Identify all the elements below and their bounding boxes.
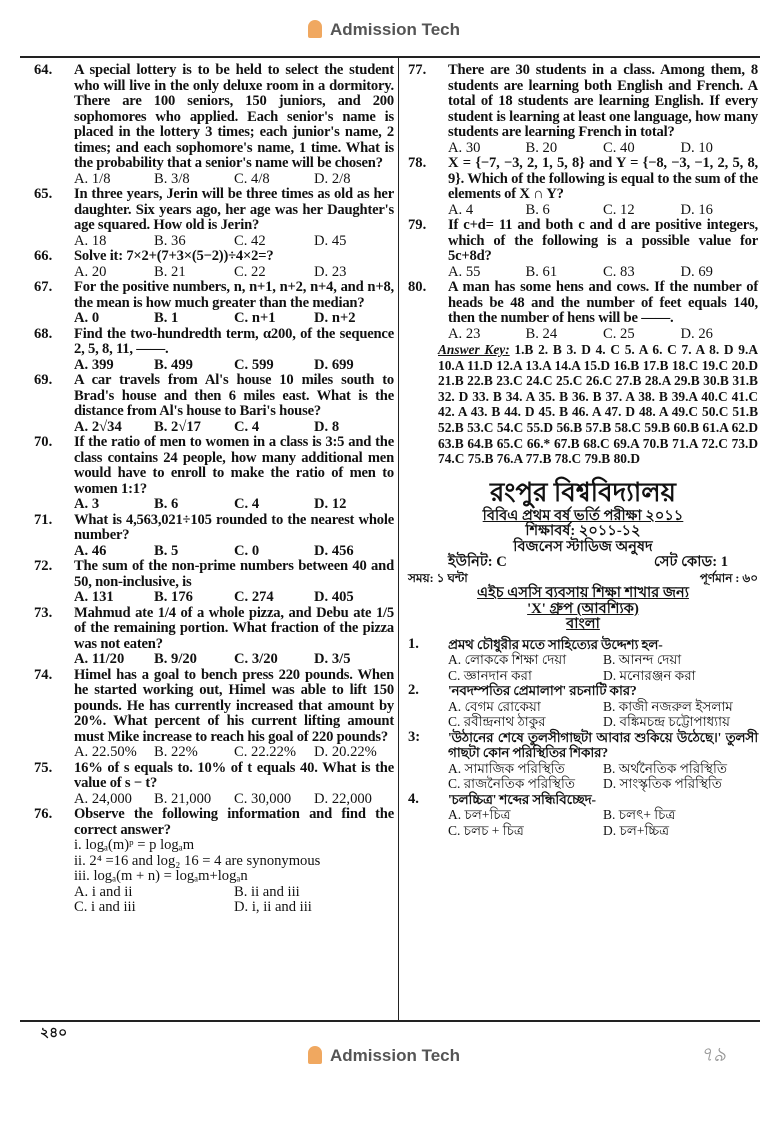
option: D. 456 [314, 542, 354, 559]
options [74, 590, 394, 606]
option: C. জ্ঞানদান করা [448, 667, 532, 683]
option: D. 23 [314, 263, 347, 280]
question-number: 64. [34, 62, 53, 78]
question [34, 606, 394, 668]
options [74, 358, 394, 374]
options [74, 497, 394, 513]
option: C. 22 [234, 263, 266, 280]
time: সময়: ১ ঘন্টা [408, 570, 468, 585]
question-body [448, 637, 758, 684]
option: A. 22.50% [74, 744, 137, 760]
left-column [34, 63, 394, 916]
question-text: What is 4,563,021÷105 rounded to the nearest whole number? [74, 511, 394, 543]
question-text: Mahmud ate 1/4 of a whole pizza, and Debu ate 1/5 of the remaining portion. What fraction of the pizza was not eaten? [74, 604, 394, 652]
question-text: The sum of the non-prime numbers between 40 and 50, non-inclusive, is [74, 558, 394, 590]
unit: ইউনিট: C [448, 554, 507, 571]
option: C. 25 [603, 325, 635, 342]
question [408, 730, 758, 792]
option: D. n+2 [314, 310, 356, 326]
option: B. 3/8 [154, 170, 190, 187]
option: A. 4 [448, 201, 474, 218]
option: B. আনন্দ দেয়া [603, 652, 682, 668]
question-text: 'নবদম্পতির প্রেমালাপ' রচনাটি কার? [448, 683, 637, 699]
question-body [74, 513, 394, 560]
option: D. 20.22% [314, 744, 377, 760]
option: B. ii and iii [234, 883, 300, 900]
question-number: 79. [408, 217, 427, 233]
question [34, 249, 394, 280]
option: D. সাংস্কৃতিক পরিস্থিতি [603, 776, 722, 792]
question-text: If the ratio of men to women in a class is 3:5 and the class contains 24 people, how many additional men would have to enroll to make the ratio of men to women 1:1? [74, 434, 394, 497]
option: C. চলচ + চিত্র [448, 822, 524, 838]
option: D. i, ii and iii [234, 899, 312, 915]
question-number: 76. [34, 806, 53, 822]
question-number: 66. [34, 248, 53, 264]
answer-key [438, 342, 758, 467]
brand-footer [0, 1046, 768, 1066]
question-body [74, 761, 394, 808]
answer-key-label: Answer Key: [438, 342, 510, 357]
option: A. 23 [448, 325, 481, 342]
question-body [74, 280, 394, 327]
right-column [408, 63, 758, 838]
option: D. 8 [314, 418, 340, 435]
option: D. 16 [680, 201, 713, 218]
question-text: A man has some hens and cows. If the number of heads be 48 and the number of feet equals 140, then the number of hens will be ——. [448, 279, 758, 326]
group: 'X' গ্রুপ (আবশ্যিক) [527, 600, 639, 617]
session: শিক্ষাবর্ষ: ২০১১-১২ [525, 523, 641, 540]
question-body [74, 373, 394, 435]
option: D. 12 [314, 496, 347, 512]
question-text: 16% of s equals to. 10% of t equals 40. What is the value of s − t? [74, 759, 394, 791]
option: C. 4 [234, 496, 260, 512]
option: D. 22,000 [314, 790, 372, 807]
question [34, 435, 394, 513]
option: C. n+1 [234, 310, 276, 326]
full-marks: পূর্ণমান : ৬০ [699, 570, 758, 585]
options [74, 311, 394, 327]
question-number: 2. [408, 682, 419, 699]
question-number: 67. [34, 279, 53, 295]
option: A. i and ii [74, 883, 133, 900]
question-body [74, 807, 394, 916]
question [34, 327, 394, 374]
answer-key-text: 1.B 2. B 3. D 4. C 5. A 6. C 7. A 8. D 9.A 10.A 11.D 12.A 13.A 14.A 15.D 16.B 17.B 18.C 19.C 20.D 21.B 22.B 23.C 24.C 25.C 26.C 27.B 28.A 29.B 30.B 31.B 32. D 33. B 34. A 35. B 36. B 37. A 38. B 39.A 40.C 41.C 42. A 43. B 44. D 45. B 46. A 47. D 48. A 49.C 50.C 51.B 52.B 53.C 54.C 55.D 56.B 57.B 58.C 59.B 60.B 61.A 62.D 63.B 64.B 65.C 66.* 67.B 68.C 69.A 70.B 71.A 72.C 73.D 74.C 75.B 76.A 77.B 78.C 79.B 80.D [438, 342, 758, 467]
question-number: 3: [408, 728, 421, 745]
options [448, 807, 758, 838]
option: A. 55 [448, 263, 481, 280]
question-number: 72. [34, 558, 53, 574]
option: C. 42 [234, 232, 266, 249]
question [408, 218, 758, 280]
question-body [74, 668, 394, 761]
options [74, 885, 394, 916]
question-body [448, 156, 758, 218]
statement: ii. 2⁴ =16 and log₂ 16 = 4 are synonymous [74, 852, 321, 869]
options [74, 544, 394, 560]
option: C. 40 [603, 139, 635, 156]
options [448, 761, 758, 792]
option: B. 499 [154, 356, 193, 373]
option: A. 2√34 [74, 418, 122, 435]
brand-name: Admission Tech [329, 20, 461, 39]
question-number: 73. [34, 604, 53, 621]
options [448, 141, 758, 157]
option: C. 12 [603, 201, 635, 218]
statement: iii. logₐ(m + n) = logₐm+logₐn [74, 868, 248, 884]
option: A. 131 [74, 589, 114, 605]
option: C. 30,000 [234, 790, 292, 807]
option: B. 36 [154, 232, 186, 249]
option: A. 11/20 [74, 651, 125, 667]
option: A. 30 [448, 139, 481, 156]
question-body [448, 683, 758, 730]
question-text: For the positive numbers, n, n+1, n+2, n+4, and n+8, the mean is how much greater than the median? [74, 279, 394, 311]
question-body [448, 730, 758, 792]
question-text: A special lottery is to be held to select the student who will live in the only deluxe room in a dormitory. There are 100 seniors, 150 juniors, and 200 sophomores who applied. Each senior's name is placed in the lottery 3 times; each junior's name, 2 times; and each sophomore's name, 1 time. What is the probability that a senior's name will be chosen? [74, 62, 394, 171]
question-body [448, 63, 758, 156]
stream: এইচ এসসি ব্যবসায় শিক্ষা শাখার জন্য [477, 585, 689, 602]
question-number: 70. [34, 434, 53, 450]
question-text: Observe the following information and find the correct answer? [74, 806, 394, 838]
options [448, 203, 758, 219]
question-body [74, 327, 394, 374]
page-number: ২৪০ [40, 1026, 68, 1041]
question-body [74, 435, 394, 513]
option: B. 176 [154, 589, 193, 605]
question-body [74, 559, 394, 606]
options [74, 420, 394, 436]
options [74, 265, 394, 281]
option: B. 24 [525, 325, 558, 342]
question-body [448, 218, 758, 280]
option: B. 21,000 [154, 790, 212, 807]
option: D. 3/5 [314, 651, 351, 667]
option: B. চলৎ+ চিত্র [603, 807, 676, 823]
option: D. 10 [680, 139, 713, 156]
question-number: 65. [34, 186, 53, 202]
question [34, 187, 394, 249]
option: A. 3 [74, 496, 100, 512]
option: D. 26 [680, 325, 713, 342]
question-number: 75. [34, 759, 53, 776]
question-body [74, 249, 394, 280]
torch-logo-icon [308, 1046, 322, 1064]
option: A. সামাজিক পরিস্থিতি [448, 760, 565, 776]
exam-title: বিবিএ প্রথম বর্ষ ভর্তি পরীক্ষা ২০১১ [482, 507, 684, 524]
question [408, 63, 758, 156]
question [408, 683, 758, 730]
options [74, 172, 394, 188]
option: B. 9/20 [154, 651, 197, 667]
option: A. 0 [74, 310, 100, 326]
option: C. রবীন্দ্রনাথ ঠাকুর [448, 714, 546, 730]
question-text: In three years, Jerin will be three times as old as her daughter. Six years ago, her age was her Daughter's age squared. How old is Jerin? [74, 186, 394, 233]
option: B. 20 [525, 139, 558, 156]
question-text: There are 30 students in a class. Among them, 8 students are learning both English and French. A total of 18 students are learning English. If every student is learning at least one language, how many students are learning French in total? [448, 62, 758, 140]
option: B. 22% [154, 744, 198, 760]
option: C. 0 [234, 542, 260, 559]
option: D. মনোরঞ্জন করা [603, 667, 696, 683]
question-number: 80. [408, 279, 427, 295]
option: B. 1 [154, 310, 179, 326]
option: C. 274 [234, 589, 274, 605]
question-text: A car travels from Al's house 10 miles south to Brad's house and then 6 miles east. What is the distance from Al's house to Bari's house? [74, 372, 394, 419]
top-divider [20, 56, 760, 58]
option: A. 399 [74, 356, 114, 373]
option: C. i and iii [74, 899, 136, 915]
question-body [74, 63, 394, 187]
option: D. 699 [314, 356, 354, 373]
option: A. লোককে শিক্ষা দেয়া [448, 652, 567, 668]
question [34, 513, 394, 560]
question-text: প্রমথ চৌধুরীর মতে সাহিত্যের উদ্দেশ্য হল- [448, 636, 663, 652]
option: C. 22.22% [234, 744, 297, 760]
option: A. 24,000 [74, 790, 132, 807]
option: A. চল+চিত্র [448, 807, 511, 823]
brand-header [0, 20, 768, 40]
option: A. বেগম রোকেয়া [448, 698, 541, 714]
question-body [74, 606, 394, 668]
question-body [448, 792, 758, 839]
question [408, 637, 758, 684]
column-divider [398, 58, 399, 1020]
options [448, 265, 758, 281]
question [408, 280, 758, 342]
option: A. 18 [74, 232, 107, 249]
option: B. কাজী নজরুল ইসলাম [603, 698, 733, 714]
question-number: 77. [408, 62, 427, 78]
option: C. 83 [603, 263, 635, 280]
option: B. 5 [154, 542, 179, 559]
option: D. চল+চ্চিত্র [603, 822, 670, 838]
university-title: রংপুর বিশ্ববিদ্যালয় [489, 477, 677, 507]
question [34, 668, 394, 761]
option: C. 4 [234, 418, 260, 435]
option: B. 6 [154, 496, 179, 512]
options [74, 234, 394, 250]
question [408, 156, 758, 218]
options [74, 745, 394, 761]
options [74, 652, 394, 668]
option: C. 4/8 [234, 170, 270, 187]
question [34, 280, 394, 327]
statement: i. logₐ(m)ᵖ = p logₐm [74, 837, 195, 853]
handwritten-note: ৭৯ [700, 1044, 726, 1066]
option: C. রাজনৈতিক পরিস্থিতি [448, 776, 575, 792]
option: C. 599 [234, 356, 274, 373]
option: D. 69 [680, 263, 713, 280]
question-number: 78. [408, 155, 427, 171]
option: A. 46 [74, 542, 107, 559]
option: B. 61 [525, 263, 558, 280]
question [34, 373, 394, 435]
option: B. 6 [525, 201, 550, 218]
question-text: 'উঠানের শেষে তুলসীগাছটা আবার শুকিয়ে উঠেছে।' তুলসী গাছটা কোন পরিস্থিতির শিকার? [448, 729, 758, 761]
question-number: 74. [34, 666, 53, 683]
options [448, 652, 758, 683]
question-text: If c+d= 11 and both c and d are positive integers, which of the following is a possible value for 5c+8d? [448, 217, 758, 264]
question-number: 4. [408, 790, 419, 807]
option: A. 1/8 [74, 170, 111, 187]
question-text: Himel has a goal to bench press 220 pounds. When he started working out, Himel was able to lift 150 pounds. He has currently increased that amount by 20%. What percent of his current lifting amount must Mike increase to reach his goal of 220 pounds? [74, 666, 394, 745]
brand-name: Admission Tech [329, 1046, 461, 1065]
torch-logo-icon [308, 20, 322, 38]
option: D. 2/8 [314, 170, 351, 187]
option: D. 405 [314, 589, 354, 605]
question [34, 559, 394, 606]
subject: বাংলা [566, 616, 600, 633]
options [448, 699, 758, 730]
options [448, 327, 758, 343]
option: D. 45 [314, 232, 347, 249]
option: B. 21 [154, 263, 186, 280]
option: C. 3/20 [234, 651, 278, 667]
option: B. 2√17 [154, 418, 201, 435]
question-text: 'চলচ্চিত্র' শব্দের সন্ধিবিচ্ছেদ- [448, 791, 596, 807]
option: B. অর্থনৈতিক পরিস্থিতি [603, 760, 727, 776]
option: D. বঙ্কিমচন্দ্র চট্টোপাধ্যায় [603, 714, 730, 730]
question-body [448, 280, 758, 342]
options [74, 792, 394, 808]
bottom-divider [20, 1020, 760, 1022]
question [34, 761, 394, 808]
question-number: 1. [408, 635, 419, 652]
question-text: Find the two-hundredth term, α200, of the sequence 2, 5, 8, 11, ——. [74, 325, 394, 357]
set-code: সেট কোড: 1 [653, 554, 728, 571]
question [34, 63, 394, 187]
faculty: বিজনেস স্টাডিজ অনুষদ [513, 538, 653, 555]
question [34, 807, 394, 916]
question-number: 69. [34, 372, 53, 388]
question-body [74, 187, 394, 249]
question-text: Solve it: 7×2+(7+3×(5−2))÷4×2=? [74, 248, 274, 264]
option: A. 20 [74, 263, 107, 280]
question-number: 71. [34, 511, 53, 528]
question-text: X = {−7, −3, 2, 1, 5, 8} and Y = {−8, −3, −1, 2, 5, 8, 9}. Which of the following is equal to the sum of the elements of X ∩ Y? [448, 155, 758, 202]
question [408, 792, 758, 839]
question-number: 68. [34, 325, 53, 342]
